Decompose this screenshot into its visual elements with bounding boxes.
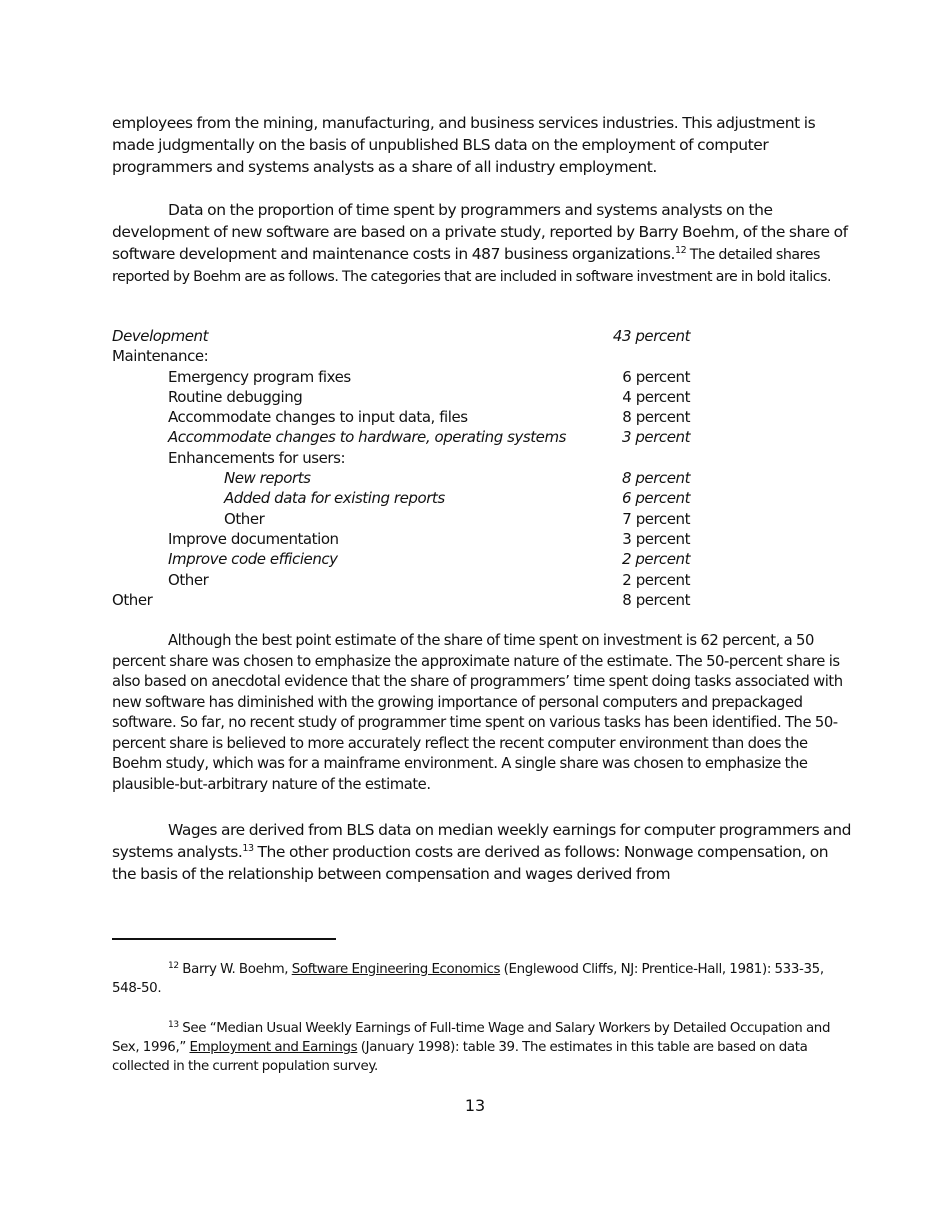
share-value: 6 percent [621, 489, 690, 508]
share-label: Other [224, 509, 265, 528]
paragraph-2 [112, 199, 852, 287]
share-value: 6 percent [622, 367, 690, 386]
share-value: 3 percent [621, 428, 690, 447]
share-label: Enhancements for users: [168, 448, 346, 467]
shares-row [112, 387, 702, 407]
footnote-12 [112, 960, 842, 998]
share-value: 7 percent [622, 509, 690, 528]
footnote-text: Barry W. Boehm, [178, 962, 292, 977]
share-label: Improve code efficiency [168, 550, 338, 569]
shares-row [112, 590, 702, 610]
share-label: Other [112, 590, 153, 609]
footnote-title: Software Engineering Economics [291, 962, 501, 977]
share-label: Accommodate changes to hardware, operating systems [168, 428, 566, 447]
share-label: Emergency program fixes [168, 367, 351, 386]
paragraph-4-tail: The other production costs are derived as follows: Nonwage compensation, on the basis of the relationship between compensation and wages derived from [112, 843, 829, 883]
share-value: 8 percent [622, 590, 690, 609]
share-label: Accommodate changes to input data, files [168, 408, 468, 427]
footnote-ref-12: 12 [674, 245, 687, 256]
share-value: 8 percent [622, 408, 690, 427]
share-value: 2 percent [622, 570, 690, 589]
shares-row [112, 367, 702, 387]
paragraph-3 [112, 631, 852, 795]
shares-row [112, 509, 702, 529]
shares-row [112, 468, 702, 488]
paragraph-2-text: Data on the proportion of time spent by programmers and systems analysts on the development of new software are based on a private study, reported by Barry Boehm, of the share of software development and maintenance costs in 487 business organizations. [112, 201, 848, 263]
paragraph-1-text: employees from the mining, manufacturing, and business services industries. This adjustment is made judgmentally on the basis of unpublished BLS data on the employment of computer programmers and systems analysts as a share of all industry employment. [112, 114, 816, 176]
footnote-text: (January 1998): table 39. The estimates in this table are based on data collected in the current population survey. [112, 1040, 808, 1074]
shares-row [112, 407, 702, 427]
paragraph-1 [112, 112, 852, 178]
shares-row [112, 488, 702, 508]
footnote-text: (Englewood Cliffs, NJ: Prentice-Hall, 1981): 533-35, 548-50. [112, 962, 824, 996]
footnote-number: 13 [168, 1020, 179, 1030]
share-value: 3 percent [622, 529, 690, 548]
share-label: Improve documentation [168, 529, 339, 548]
footnote-text: See “Median Usual Weekly Earnings of Full-time Wage and Salary Workers by Detailed Occupation and Sex, 1996,” [112, 1021, 831, 1055]
shares-table [112, 326, 702, 610]
share-value: 8 percent [621, 469, 690, 488]
share-value: 2 percent [621, 550, 690, 569]
share-label: Added data for existing reports [224, 489, 445, 508]
footnote-number: 12 [168, 961, 179, 971]
footnote-divider [112, 938, 336, 940]
share-label: Other [168, 570, 209, 589]
shares-row [112, 427, 702, 447]
shares-row [112, 448, 702, 468]
footnote-ref-13: 13 [242, 843, 254, 854]
page-number: 13 [464, 1096, 486, 1115]
share-value: 4 percent [622, 387, 690, 406]
share-value: 43 percent [612, 327, 690, 345]
shares-row [112, 529, 702, 549]
shares-row [112, 346, 702, 366]
paragraph-3-text: Although the best point estimate of the share of time spent on investment is 62 percent, a 50 percent share was chosen to emphasize the approximate nature of the estimate. The 50-percent share is also based on anecdotal evidence that the share of programmers’ time spent doing tasks associated with new software has diminished with the growing importance of personal computers and prepackaged software. So far, no recent study of programmer time spent on various tasks has been identified. The 50-percent share is believed to more accurately reflect the recent computer environment than does the Boehm study, which was for a mainframe environment. A single share was chosen to emphasize the plausible-but-arbitrary nature of the estimate. [112, 632, 843, 793]
footnote-title: Employment and Earnings [189, 1040, 358, 1055]
paragraph-2-tail: The detailed shares reported by Boehm are as follows. The categories that are included in software investment are in bold italics. [112, 247, 832, 285]
footnote-13 [112, 1019, 842, 1076]
shares-row [112, 570, 702, 590]
share-label: Routine debugging [168, 387, 303, 406]
paragraph-4-text: Wages are derived from BLS data on median weekly earnings for computer programmers and systems analysts. [112, 821, 851, 861]
share-label: Development [112, 327, 209, 345]
shares-row [112, 326, 702, 346]
shares-row [112, 549, 702, 569]
paragraph-4 [112, 819, 852, 885]
share-label: New reports [224, 469, 311, 488]
share-label: Maintenance: [112, 347, 209, 366]
